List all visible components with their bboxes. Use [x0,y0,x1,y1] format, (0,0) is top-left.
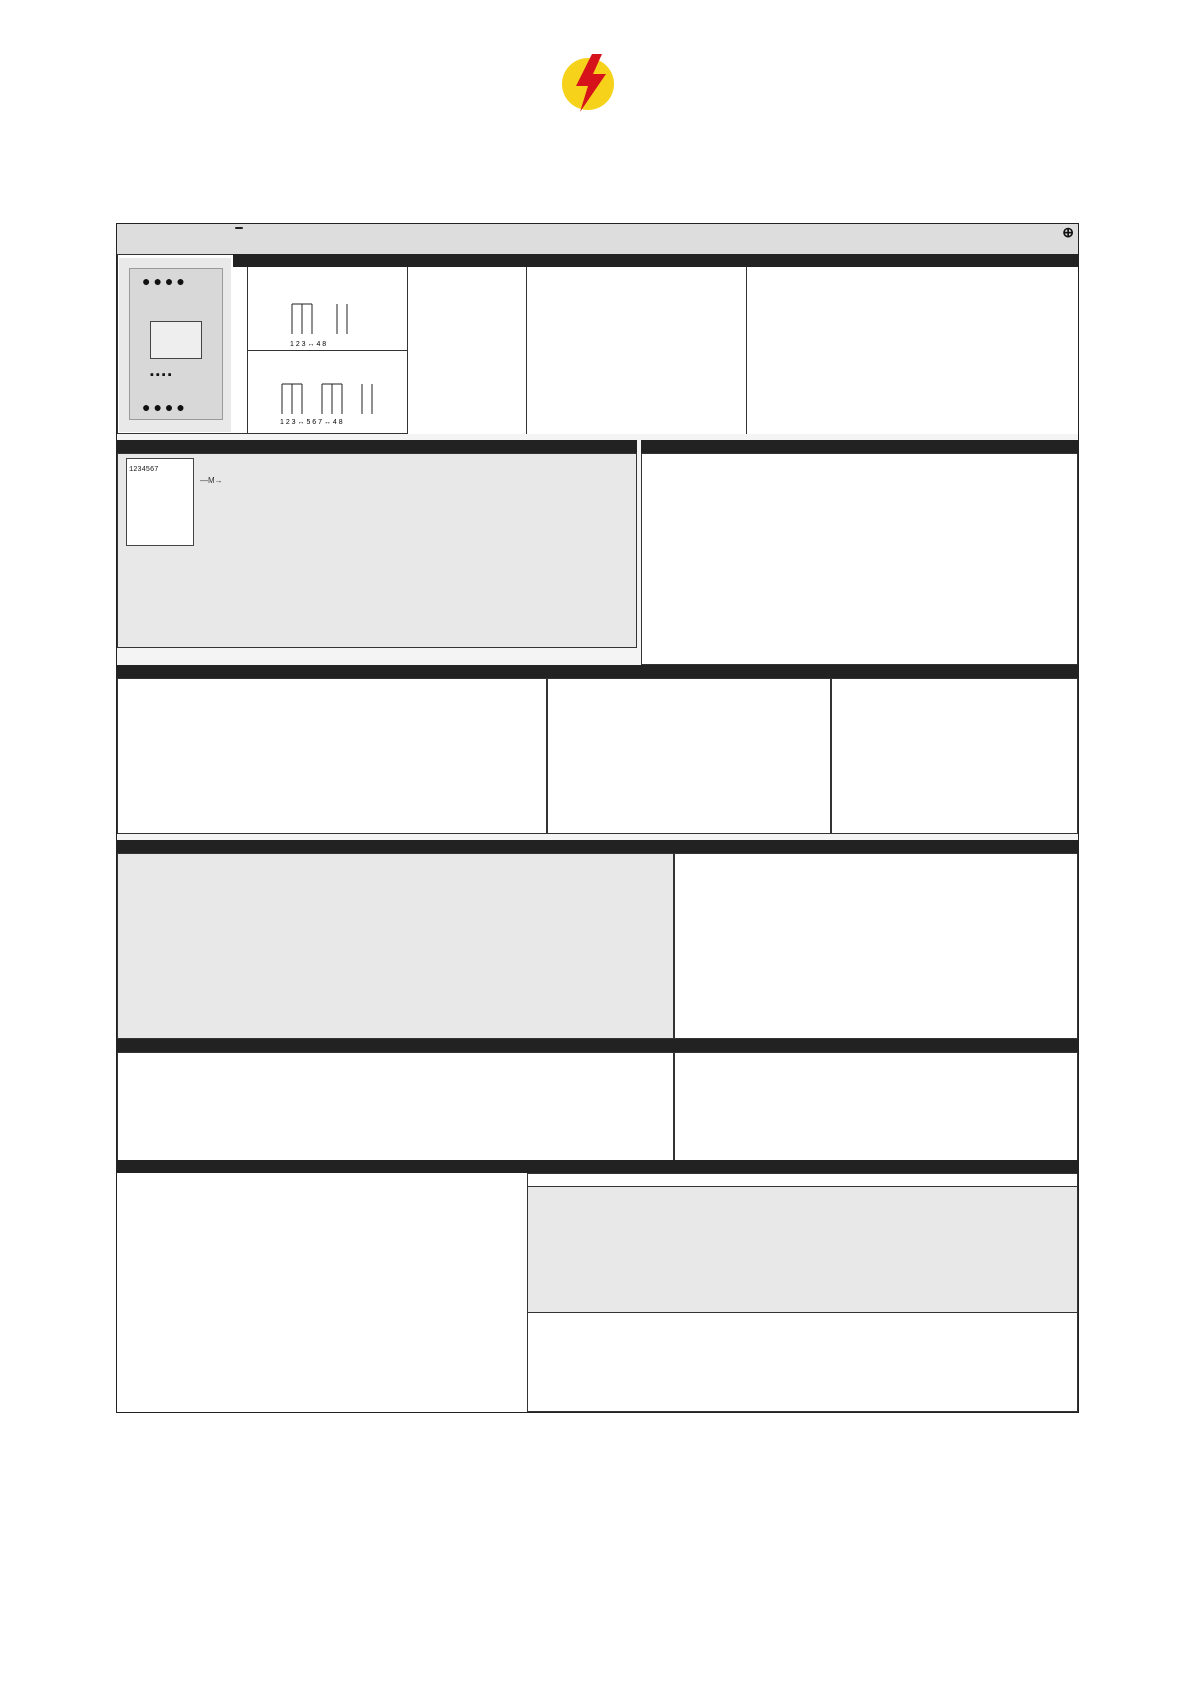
program-permanent-section [674,1052,1078,1165]
now-program-header [117,840,674,853]
svg-text:1 2 3 ↔ 4 8: 1 2 3 ↔ 4 8 [290,341,327,348]
initial-operation-list [747,267,1078,434]
connection-diagram-header [233,254,407,267]
channel-onoff [831,678,1078,834]
title-bar [117,224,1078,254]
menu-overview-lcd [126,458,194,546]
menu-lcd-days: 1234567 [129,466,159,474]
now-program-diagram [117,853,674,1039]
symbol-legend [641,453,1078,665]
device-terminals-bottom: ●●●● [142,399,188,415]
finder-brand: ⊕ [1062,224,1074,240]
symbol-legend-header [641,440,1078,453]
wiring-diagram [252,274,402,424]
additional-adjustments [117,1173,527,1412]
language-badge [235,227,243,229]
arrow-m: —M→ [200,476,223,485]
initial-operation-header [747,254,1078,267]
menu-overview-diagram [117,453,637,648]
device-keys: ▪▪▪▪ [150,369,174,381]
directory-header [407,254,527,267]
device-terminals: ●●●● [142,273,188,289]
key-function-header [117,665,547,678]
pulse-section [117,1052,674,1165]
device-photo [119,258,231,432]
bredenoord-logo [480,52,720,148]
channel-onoff-header [831,665,1078,678]
handling-advice [547,678,831,834]
example-list [674,853,1078,1039]
safety-list [527,267,747,434]
example-header [674,840,1078,853]
key-function-table [117,678,547,834]
handling-advice-header [547,665,831,678]
program-permanent-header [674,1039,1078,1052]
modify-diagram [528,1186,1077,1313]
safety-header [527,254,747,267]
program-modify-section [527,1173,1078,1412]
program-modify-header [527,1160,1078,1173]
device-housing [129,268,223,420]
menu-overview-header [117,440,637,453]
channel-labels [233,267,248,434]
device-lcd [150,321,202,359]
lightning-bolt-icon [480,52,720,114]
pulse-header [117,1039,674,1052]
instruction-sheet [116,223,1079,1413]
additional-adjustments-header [117,1160,527,1173]
directory-list [407,267,527,434]
svg-text:1 2 3 ↔ 5 6 7 ↔ 4 8: 1 2 3 ↔ 5 6 7 ↔ 4 8 [280,419,343,424]
